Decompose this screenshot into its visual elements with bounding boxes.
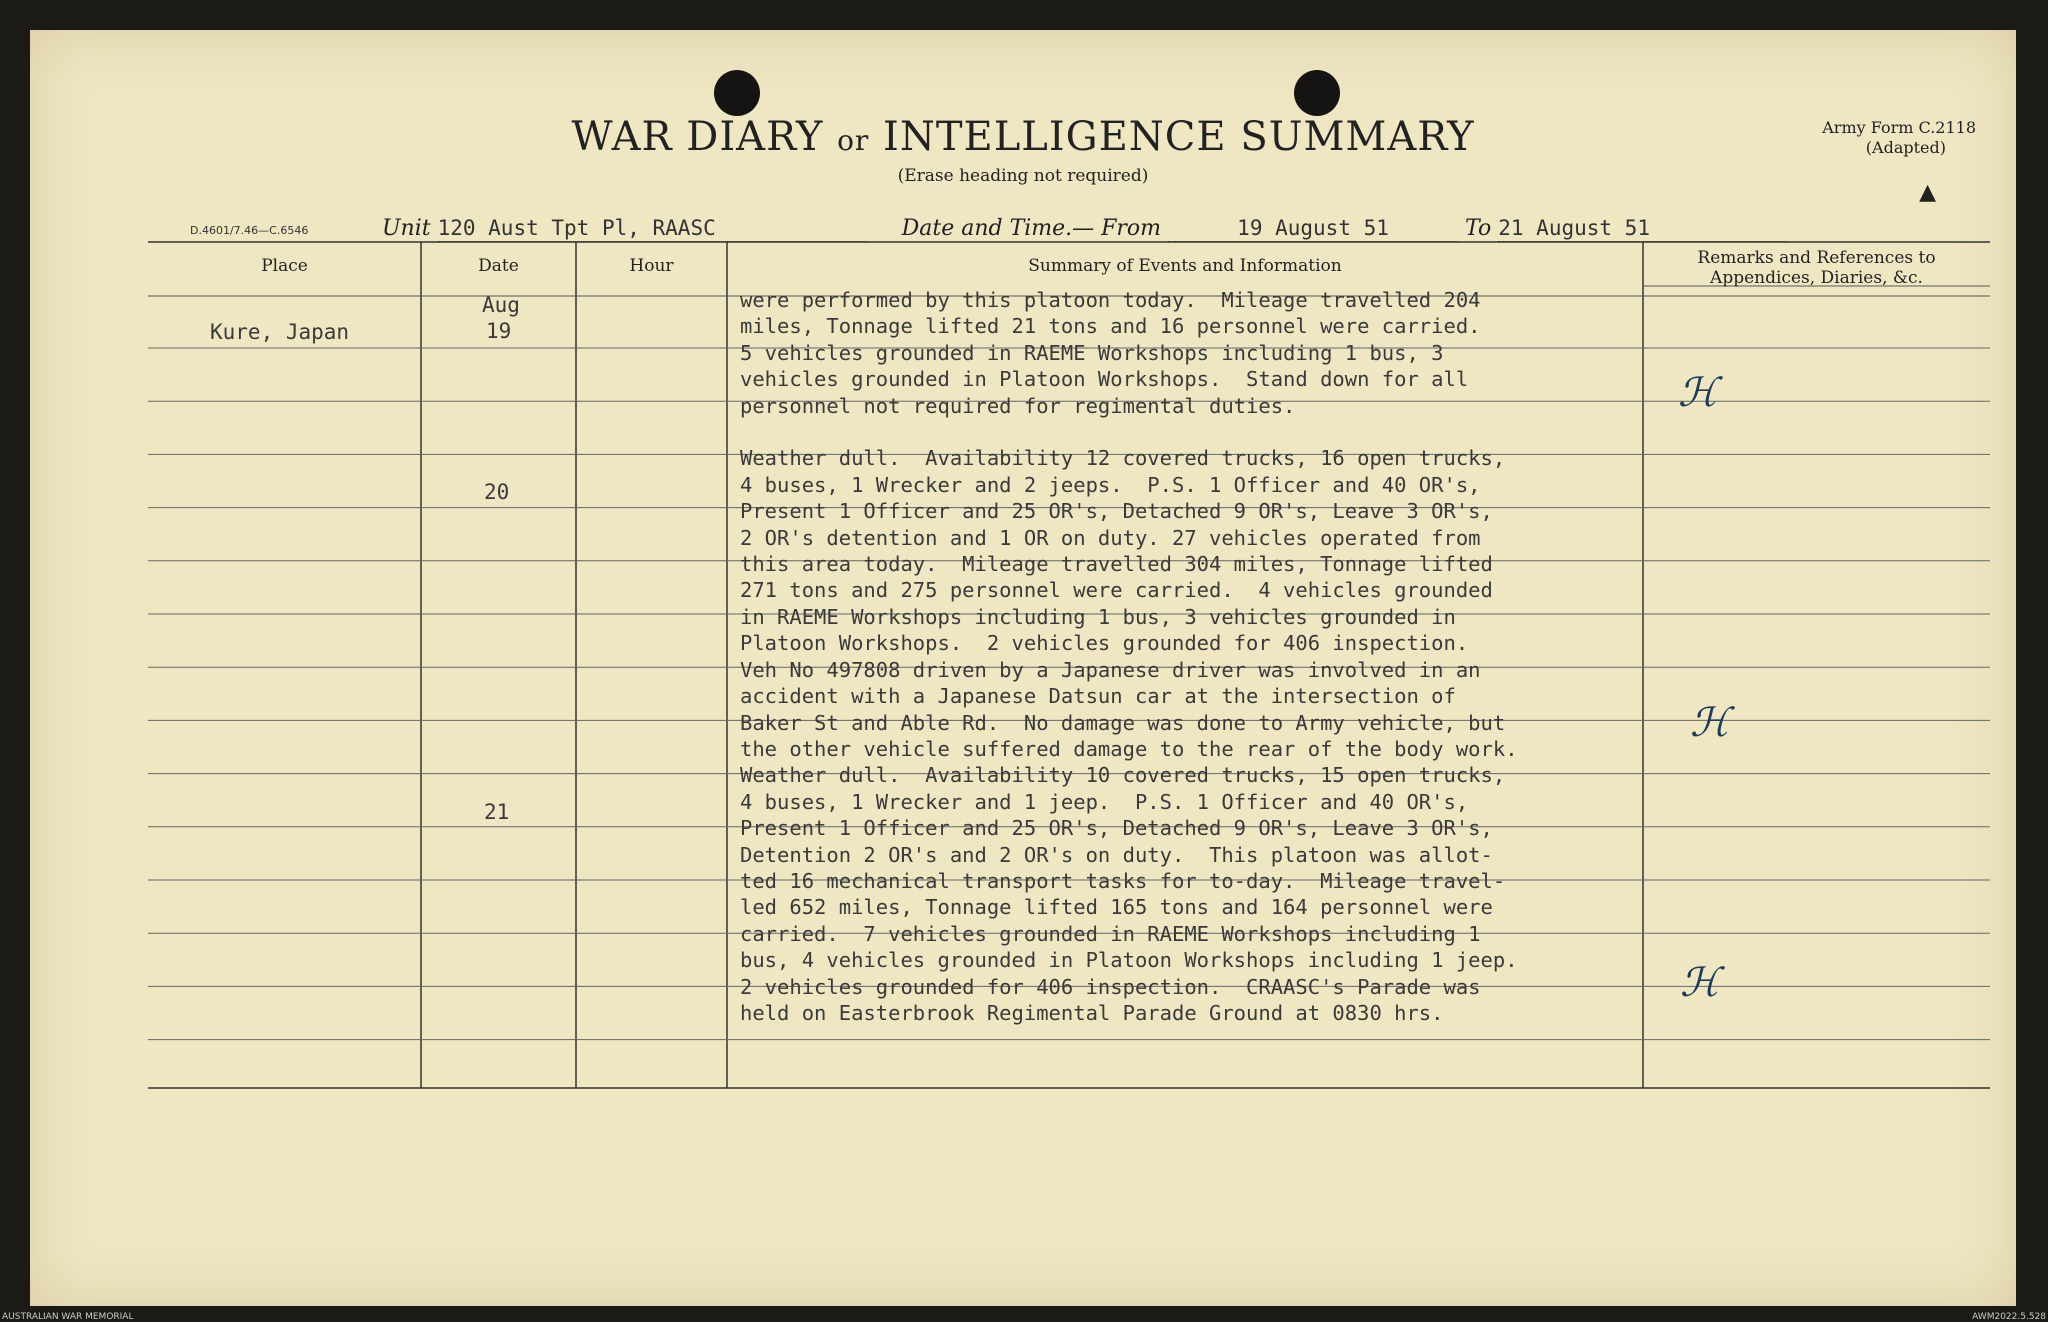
summary-line: 4 buses, 1 Wrecker and 2 jeeps. P.S. 1 Officer and 40 OR's, xyxy=(740,472,1481,497)
summary-line: Weather dull. Availability 10 covered trucks, 15 open trucks, xyxy=(740,763,1506,788)
column-header-place: Place xyxy=(261,256,308,276)
summary-line: 5 vehicles grounded in RAEME Workshops including 1 bus, 3 xyxy=(740,340,1444,365)
summary-line: vehicles grounded in Platoon Workshops. Stand down for all xyxy=(740,367,1469,392)
summary-line: 4 buses, 1 Wrecker and 1 jeep. P.S. 1 Officer and 40 OR's, xyxy=(740,789,1469,814)
summary-line: accident with a Japanese Datsun car at the intersection of xyxy=(740,684,1456,709)
summary-line: personnel not required for regimental duties. xyxy=(740,393,1296,418)
summary-line: Baker St and Able Rd. No damage was done to Army vehicle, but xyxy=(740,710,1506,735)
summary-line: in RAEME Workshops including 1 bus, 3 vehicles grounded in xyxy=(740,604,1456,629)
date-20: 20 xyxy=(484,480,510,504)
summary-line: Detention 2 OR's and 2 OR's on duty. This platoon was allot- xyxy=(740,842,1493,867)
summary-line: led 652 miles, Tonnage lifted 165 tons and 164 personnel were xyxy=(740,895,1493,920)
summary-line: miles, Tonnage lifted 21 tons and 16 personnel were carried. xyxy=(740,314,1481,339)
initials-signature: ℋ xyxy=(1690,700,1730,746)
unit-value: 120 Aust Tpt Pl, RAASC xyxy=(437,216,716,240)
summary-line: bus, 4 vehicles grounded in Platoon Workshops including 1 jeep. xyxy=(740,948,1518,973)
print-reference: D.4601/7.46—C.6546 xyxy=(190,224,309,237)
summary-line: Present 1 Officer and 25 OR's, Detached 9 OR's, Leave 3 OR's, xyxy=(740,499,1493,524)
to-label: To xyxy=(1465,216,1492,241)
summary-line: the other vehicle suffered damage to the rear of the body work. xyxy=(740,736,1518,761)
page-subtitle: (Erase heading not required) xyxy=(897,166,1149,186)
column-header-hour: Hour xyxy=(629,256,674,276)
summary-line: 271 tons and 275 personnel were carried. 4 vehicles grounded xyxy=(740,578,1493,603)
date-19: 19 xyxy=(486,319,512,343)
summary-text xyxy=(740,287,1700,1026)
summary-line: Platoon Workshops. 2 vehicles grounded for 406 inspection. xyxy=(740,631,1469,656)
diary-page xyxy=(30,30,2016,1306)
pencil-mark: ▲ xyxy=(1919,180,1936,205)
summary-line: were performed by this platoon today. Mileage travelled 204 xyxy=(740,288,1481,312)
summary-line: ted 16 mechanical transport tasks for to-day. Mileage travel- xyxy=(740,868,1506,893)
summary-line xyxy=(740,419,1700,445)
footer-reference: AWM2022.5.528 xyxy=(1972,1312,2046,1322)
summary-line: Present 1 Officer and 25 OR's, Detached 9 OR's, Leave 3 OR's, xyxy=(740,816,1493,841)
footer-credit: AUSTRALIAN WAR MEMORIAL xyxy=(2,1312,134,1322)
initials-signature: ℋ xyxy=(1678,370,1718,416)
summary-line: Veh No 497808 driven by a Japanese driver was involved in an xyxy=(740,657,1481,682)
date-label: Date and Time.— From xyxy=(901,216,1162,241)
from-value: 19 August 51 xyxy=(1237,216,1389,240)
page-title: WAR DIARY or INTELLIGENCE SUMMARY xyxy=(571,114,1475,160)
unit-label: Unit xyxy=(382,216,431,241)
date-21: 21 xyxy=(484,800,510,824)
summary-line: 2 OR's detention and 1 OR on duty. 27 vehicles operated from xyxy=(740,525,1481,550)
summary-line: held on Easterbrook Regimental Parade Ground at 0830 hrs. xyxy=(740,1000,1444,1025)
summary-line: 2 vehicles grounded for 406 inspection. CRAASC's Parade was xyxy=(740,974,1481,999)
date-month: Aug xyxy=(482,293,520,317)
column-header-summary: Summary of Events and Information xyxy=(1028,256,1342,276)
to-value: 21 August 51 xyxy=(1498,216,1650,240)
place-cell: Kure, Japan xyxy=(210,320,350,344)
initials-signature: ℋ xyxy=(1680,960,1720,1006)
summary-line: Weather dull. Availability 12 covered trucks, 16 open trucks, xyxy=(740,446,1506,471)
summary-line: carried. 7 vehicles grounded in RAEME Workshops including 1 xyxy=(740,921,1481,946)
summary-line: this area today. Mileage travelled 304 miles, Tonnage lifted xyxy=(740,552,1493,577)
form-number: Army Form C.2118 (Adapted) xyxy=(1822,118,1976,157)
column-header-date: Date xyxy=(478,256,519,276)
column-header-remarks: Remarks and References to Appendices, Diaries, &c. xyxy=(1697,248,1936,288)
